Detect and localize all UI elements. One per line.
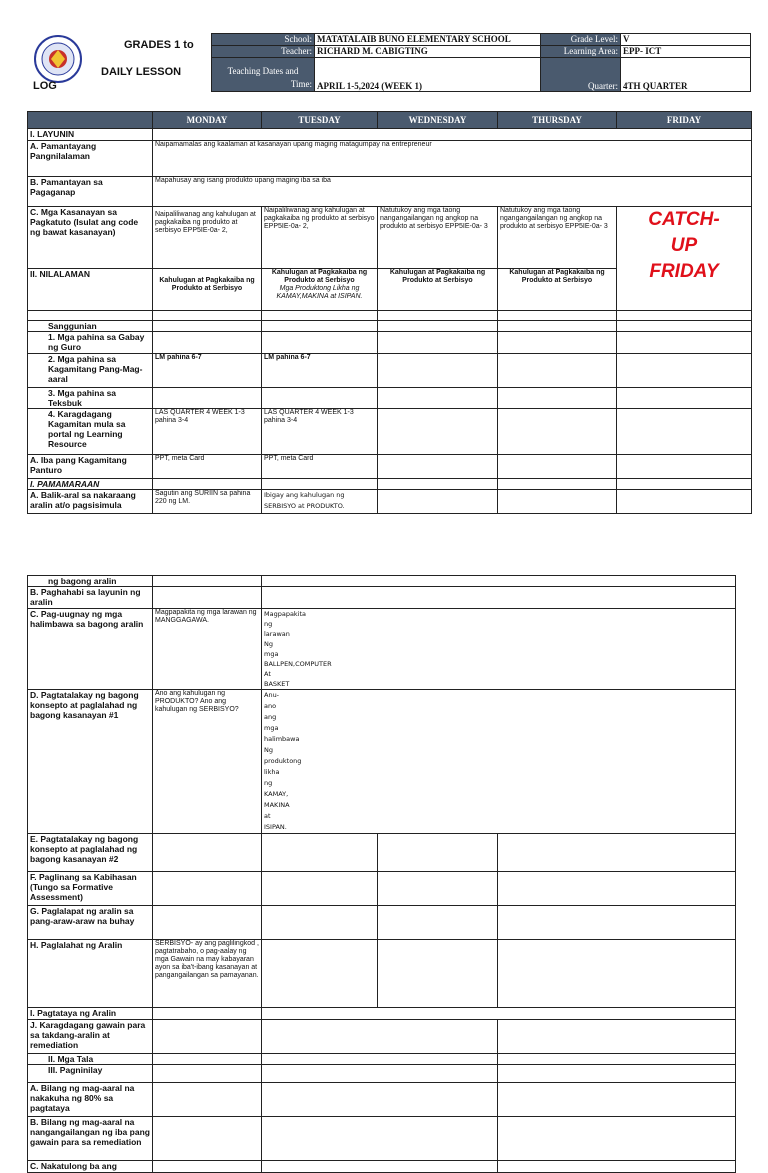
- day-header-thursday: THURSDAY: [498, 112, 617, 129]
- pamantayan-sa-pagaganap-text: Mapahusay ang isang produkto upang maging iba sa iba: [153, 177, 752, 207]
- day-header-row: [28, 112, 752, 129]
- paglalapat-label: G. Paglalapat ng aralin sa pang-araw-araw na buhay: [28, 906, 153, 940]
- balik-aral-label: A. Balik-aral sa nakaraang aralin at/o pagsisimula: [28, 490, 153, 514]
- grade-level-value: V: [621, 34, 751, 46]
- paglinang-label: F. Paglinang sa Kabihasan (Tungo sa Formative Assessment): [28, 872, 153, 906]
- teacher-label: Teacher:: [212, 46, 315, 58]
- pagtatalakay-2-label: E. Pagtatalakay ng bagong konsepto at paglalahad ng bagong kasanayan #2: [28, 834, 153, 872]
- catch-up-friday: CATCH-UP FRIDAY: [617, 207, 752, 311]
- kasanayan-monday: Naipaliliwanag ang kahulugan at pagkakaiba ng produkto at serbisyo EPP5IE-0a- 2,: [153, 207, 262, 269]
- pamamaraan-heading: I. PAMAMARAAN: [28, 479, 153, 490]
- daily-lesson-title: DAILY LESSON: [101, 66, 182, 78]
- pagtatalakay-1-monday: Ano ang kahulugan ng PRODUKTO? Ano ang kahulugan ng SERBISYO?: [153, 690, 262, 834]
- school-label: School:: [212, 34, 315, 46]
- day-header-friday: FRIDAY: [617, 112, 752, 129]
- quarter-label: Quarter:: [541, 58, 621, 92]
- kasanayan-wednesday: Natutukoy ang mga taong nangangailangan ng angkop na produkto at serbisyo EPP5IE-0a- 3: [378, 207, 498, 269]
- lm-pages-monday: LM pahina 6-7: [153, 354, 262, 388]
- las-monday: LAS QUARTER 4 WEEK 1-3 pahina 3-4: [153, 409, 262, 455]
- kasanayan-tuesday: Naipaliliwanag ang kahulugan at pagkakaiba ng produkto at serbisyo EPP5IE-0a- 2,: [262, 207, 378, 269]
- pagninilay-heading: III. Pagninilay: [28, 1065, 153, 1083]
- log-title: LOG: [33, 80, 57, 92]
- day-header-blank: [28, 112, 153, 129]
- day-header-tuesday: TUESDAY: [262, 112, 378, 129]
- header-table: [211, 33, 751, 92]
- nilalaman-tuesday: Kahulugan at Pagkakaiba ng Produkto at Serbisyo: [271, 269, 368, 284]
- school-value: MATATALAIB BUNO ELEMENTARY SCHOOL: [315, 34, 541, 46]
- bilang-80-percent-label: A. Bilang ng mag-aaral na nakakuha ng 80% sa pagtataya: [28, 1083, 153, 1117]
- paghahabi-label: B. Paghahabi sa layunin ng aralin: [28, 587, 153, 609]
- nilalaman-heading: II. NILALAMAN: [28, 269, 153, 311]
- paglalahat-monday: SERBISYO- ay ang paglilingkod , pagtatrabaho, o pag-aalay ng mga Gawain na may kabayaran ayon sa iba't-ibang kasanayan at pangangailangan sa pamayanan.: [153, 940, 262, 1008]
- grade-level-label: Grade Level:: [541, 34, 621, 46]
- lm-pages-tuesday: LM pahina 6-7: [262, 354, 378, 388]
- mga-tala-heading: II. Mga Tala: [28, 1054, 153, 1065]
- sanggunian-label: Sanggunian: [28, 321, 153, 332]
- learning-resource-label: 4. Karagdagang Kagamitan mula sa portal ng Learning Resource: [28, 409, 153, 455]
- pag-uugnay-monday: Magpapakita ng mga larawan ng MANGGAGAWA.: [153, 609, 262, 690]
- balik-aral-monday: Sagutin ang SURIIN sa pahina 220 ng LM.: [153, 490, 262, 514]
- teaching-dates-label: Teaching Dates and Time:: [212, 58, 315, 92]
- layunin-heading: I. LAYUNIN: [28, 129, 153, 141]
- learning-area-label: Learning Area:: [541, 46, 621, 58]
- pagtataya-label: I. Pagtataya ng Aralin: [28, 1008, 153, 1020]
- nilalaman-wednesday: Kahulugan at Pagkakaiba ng Produkto at Serbisyo: [378, 269, 498, 311]
- pag-uugnay-tuesday: Magpapakita ng larawan Ng mga BALLPEN,COMPUTER At BASKET: [262, 609, 736, 690]
- day-header-monday: MONDAY: [153, 112, 262, 129]
- deped-seal: [33, 34, 83, 84]
- kasanayan-thursday: Natutukoy ang mga taong ngangangailangan ng angkop na produkto at serbisyo EPP5IE-0a- 3: [498, 207, 617, 269]
- karagdagang-gawain-label: J. Karagdagang gawain para sa takdang-aralin at remediation: [28, 1020, 153, 1054]
- bilang-remediation-label: B. Bilang ng mag-aaral na nangangailangan ng iba pang gawain para sa remediation: [28, 1117, 153, 1161]
- las-tuesday: LAS QUARTER 4 WEEK 1-3 pahina 3-4: [262, 409, 378, 455]
- bagong-aralin-label: ng bagong aralin: [28, 576, 153, 587]
- teksbuk-label: 3. Mga pahina sa Teksbuk: [28, 388, 153, 409]
- pamantayang-pangnilalaman-text: Naipamamalas ang kaalaman at kasanayan upang maging matagumpay na entrepreneur: [153, 141, 752, 177]
- nilalaman-monday: Kahulugan at Pagkakaiba ng Produkto at Serbisyo: [159, 277, 255, 292]
- kagamitan-monday: PPT, meta Card: [153, 455, 262, 479]
- lesson-table-page-2: [27, 575, 736, 1173]
- day-header-wednesday: WEDNESDAY: [378, 112, 498, 129]
- quarter-value: 4TH QUARTER: [621, 58, 751, 92]
- pagtatalakay-1-tuesday: Anu-ano ang mga halimbawa Ng produktong likha ng KAMAY, MAKINA at ISIPAN.: [262, 690, 736, 834]
- pamantayang-pangnilalaman-label: A. Pamantayang Pangnilalaman: [28, 141, 153, 177]
- grades-title: GRADES 1 to: [124, 39, 194, 51]
- nilalaman-tuesday-sub: Mga Produktong Likha ng KAMAY,MAKINA at ISIPAN.: [276, 285, 363, 300]
- teacher-value: RICHARD M. CABIGTING: [315, 46, 541, 58]
- learning-area-value: EPP- ICT: [621, 46, 751, 58]
- pag-uugnay-label: C. Pag-uugnay ng mga halimbawa sa bagong aralin: [28, 609, 153, 690]
- pagtatalakay-1-label: D. Pagtatalakay ng bagong konsepto at paglalahad ng bagong kasanayan #1: [28, 690, 153, 834]
- balik-aral-tuesday: Ibigay ang kahulugan ng SERBISYO at PRODUKTO.: [262, 490, 378, 514]
- teaching-dates-value: APRIL 1-5,2024 (WEEK 1): [315, 58, 541, 92]
- paglalahat-label: H. Paglalahat ng Aralin: [28, 940, 153, 1008]
- pamantayan-sa-pagaganap-label: B. Pamantayan sa Pagaganap: [28, 177, 153, 207]
- kasanayan-label: C. Mga Kasanayan sa Pagkatuto (Isulat ang code ng bawat kasanayan): [28, 207, 153, 269]
- kagamitang-pang-mag-aaral-label: 2. Mga pahina sa Kagamitang Pang-Mag-aaral: [28, 354, 153, 388]
- kagamitan-tuesday: PPT, meta Card: [262, 455, 378, 479]
- gabay-ng-guro-label: 1. Mga pahina sa Gabay ng Guro: [28, 332, 153, 354]
- nilalaman-thursday: Kahulugan at Pagkakaiba ng Produkto at Serbisyo: [498, 269, 617, 311]
- nakatulong-label: C. Nakatulong ba ang: [28, 1161, 153, 1173]
- iba-pang-kagamitan-label: A. Iba pang Kagamitang Panturo: [28, 455, 153, 479]
- lesson-table-page-1: [27, 111, 752, 514]
